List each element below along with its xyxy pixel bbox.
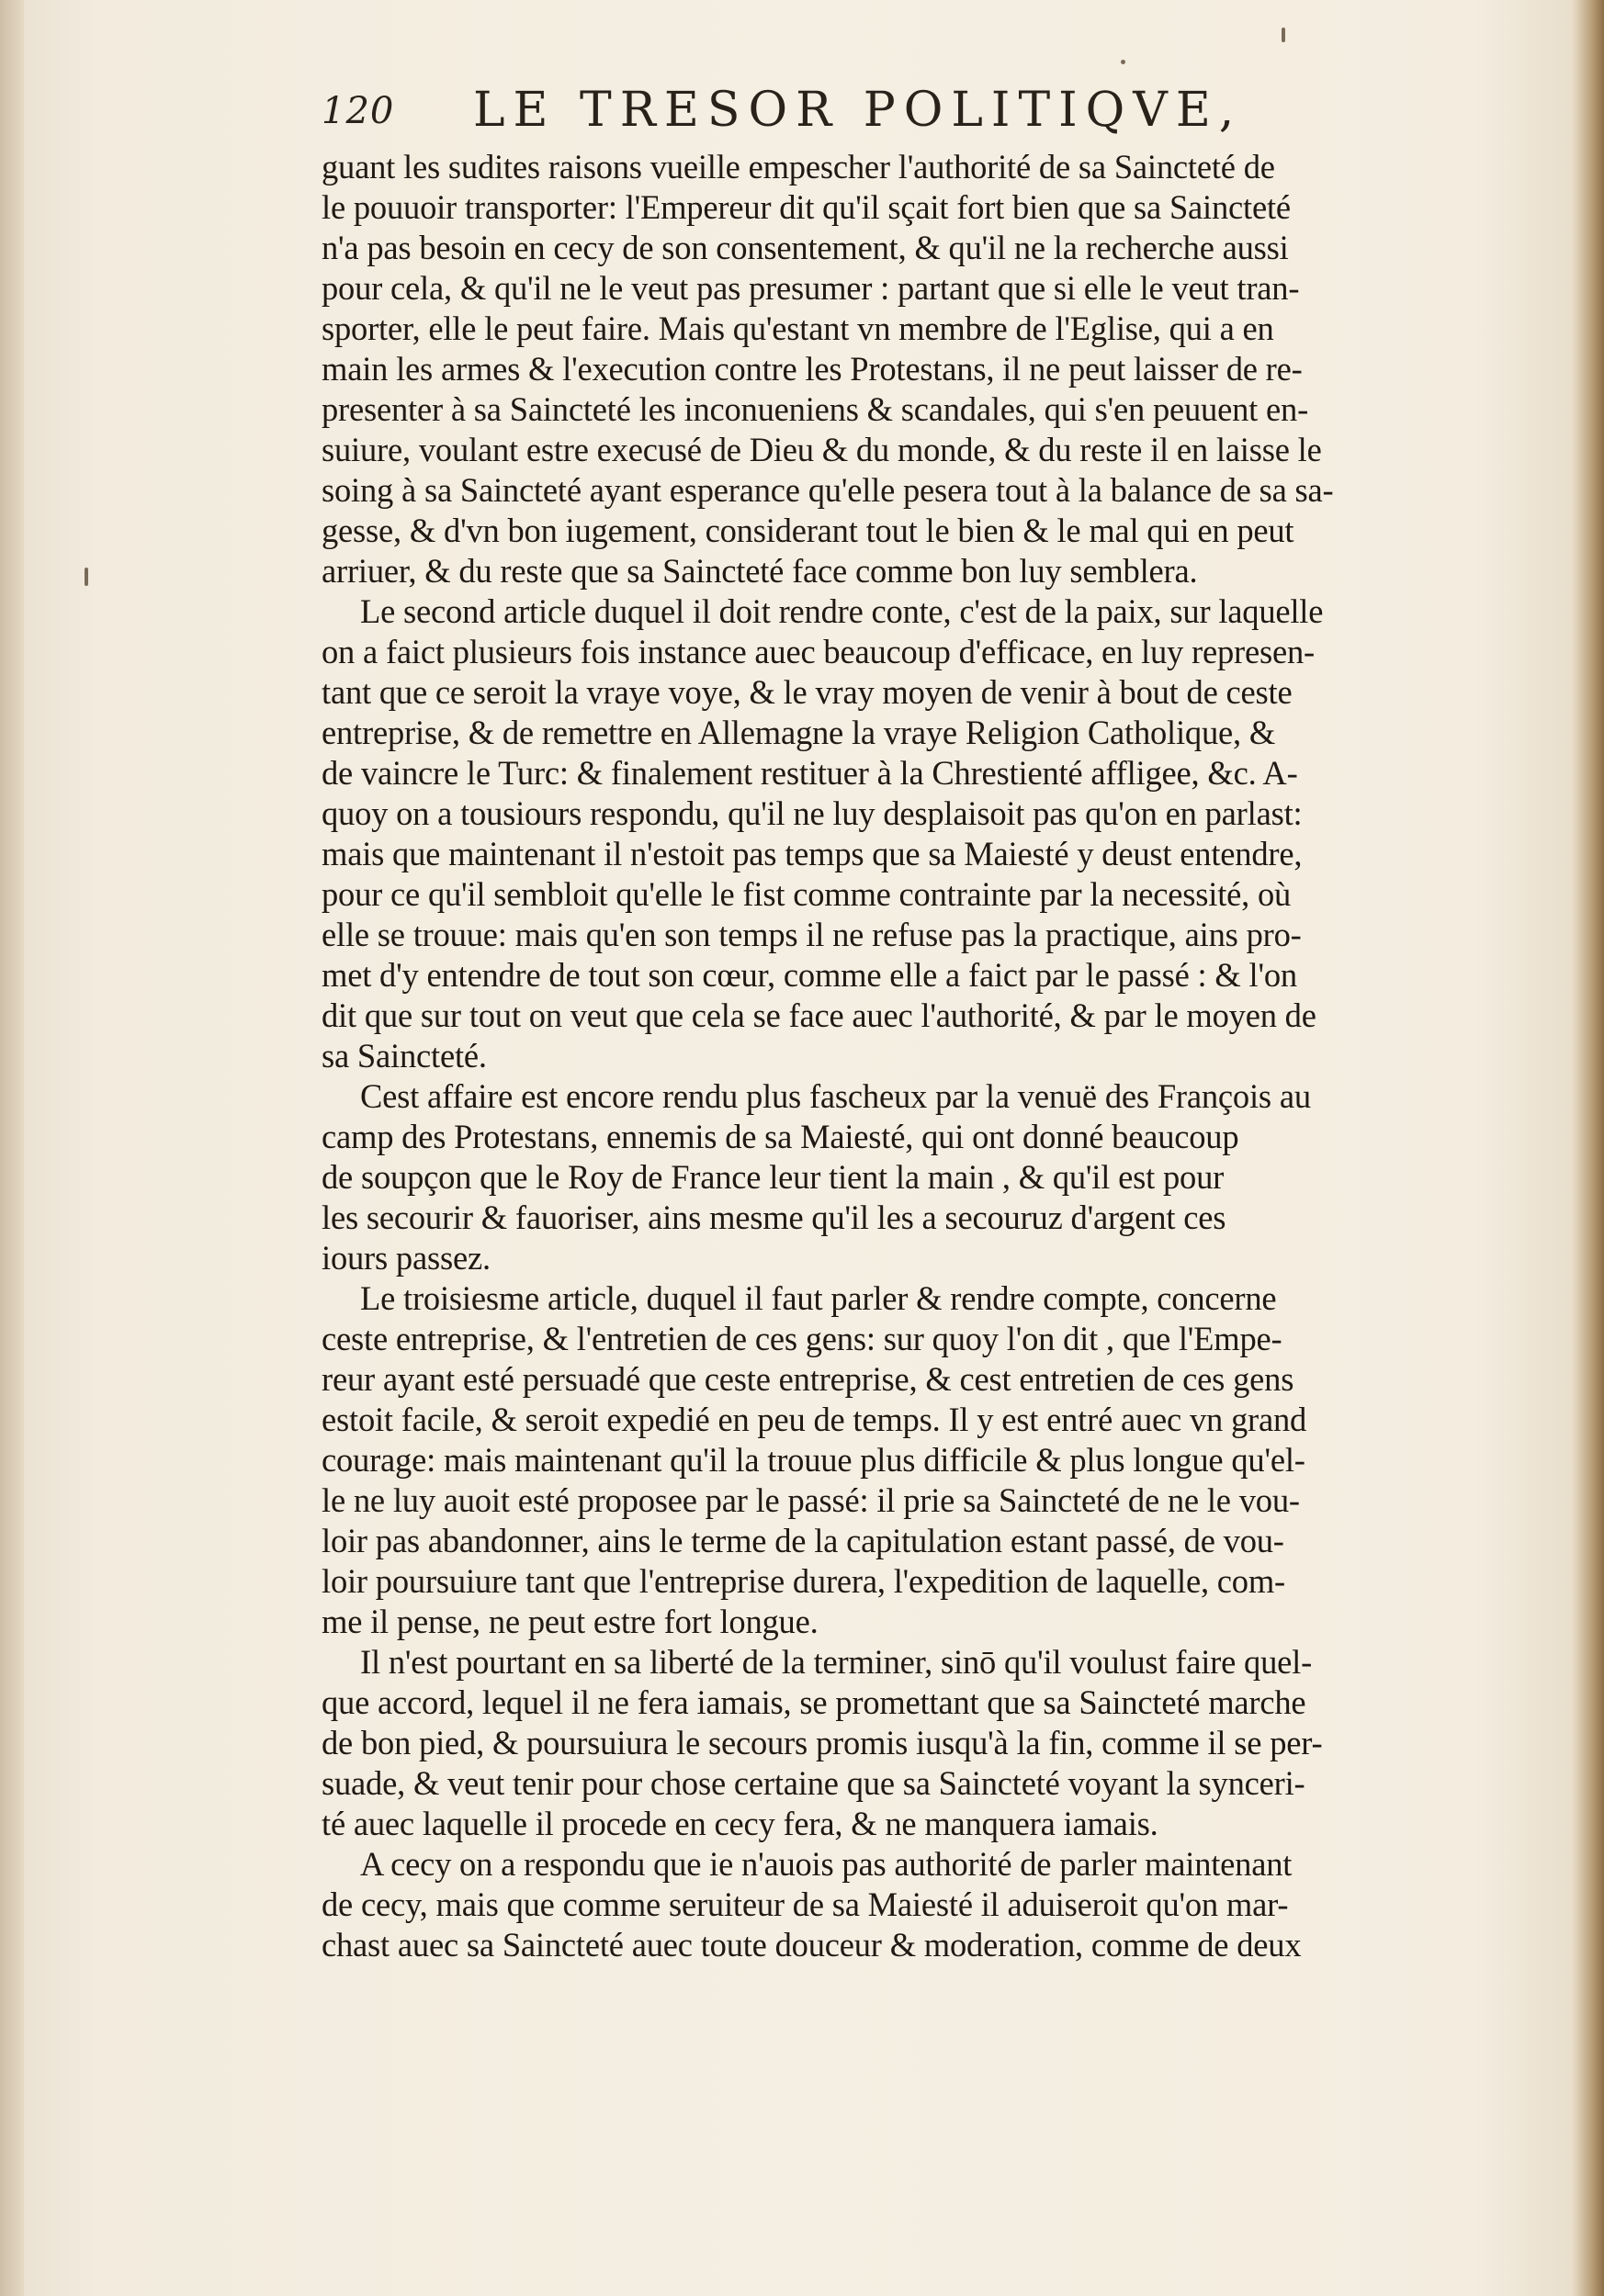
text-line: pour cela, & qu'il ne le veut pas presumer : partant que si elle le veut tran- — [322, 269, 1300, 307]
text-line: estoit facile, & seroit expedié en peu de temps. Il y est entré auec vn grand — [322, 1401, 1307, 1438]
ink-speck — [1121, 60, 1125, 64]
running-title: LE TRESOR POLITIQVE, — [473, 83, 1243, 138]
body-text — [322, 147, 1461, 1965]
text-line: arriuer, & du reste que sa Saincteté face comme bon luy semblera. — [322, 552, 1198, 590]
text-line: entreprise, & de remettre en Allemagne la vraye Religion Catholique, & — [322, 714, 1276, 751]
text-line: sa Saincteté. — [322, 1037, 487, 1075]
text-line: suade, & veut tenir pour chose certaine que sa Saincteté voyant la synceri- — [322, 1764, 1305, 1802]
text-line: main les armes & l'execution contre les Protestans, il ne peut laisser de re- — [322, 350, 1303, 388]
text-line: les secourir & fauoriser, ains mesme qu'il les a secouruz d'argent ces — [322, 1199, 1226, 1236]
text-line: quoy on a tousiours respondu, qu'il ne luy desplaisoit pas qu'on en parlast: — [322, 794, 1303, 832]
text-line: Le second article duquel il doit rendre conte, c'est de la paix, sur laquelle — [360, 592, 1324, 630]
text-line: on a faict plusieurs fois instance auec beaucoup d'efficace, en luy represen- — [322, 633, 1315, 670]
page-gutter-shadow — [0, 0, 24, 2296]
text-line: soing à sa Saincteté ayant esperance qu'elle pesera tout à la balance de sa sa- — [322, 471, 1334, 509]
text-line: de soupçon que le Roy de France leur tient la main , & qu'il est pour — [322, 1158, 1225, 1196]
text-line: tant que ce seroit la vraye voye, & le vray moyen de venir à bout de ceste — [322, 673, 1293, 711]
text-line: me il pense, ne peut estre fort longue. — [322, 1603, 819, 1640]
text-line: suiure, voulant estre execusé de Dieu & du monde, & du reste il en laisse le — [322, 431, 1322, 468]
text-line: que accord, lequel il ne fera iamais, se promettant que sa Saincteté marche — [322, 1683, 1306, 1721]
text-line: A cecy on a respondu que ie n'auois pas authorité de parler maintenant — [360, 1845, 1293, 1883]
text-line: ceste entreprise, & l'entretien de ces gens: sur quoy l'on dit , que l'Empe- — [322, 1320, 1282, 1357]
text-line: courage: mais maintenant qu'il la trouue plus difficile & plus longue qu'el- — [322, 1441, 1305, 1479]
text-line: presenter à sa Saincteté les inconueniens & scandales, qui s'en peuuent en- — [322, 390, 1309, 428]
text-line: guant les sudites raisons vueille empescher l'authorité de sa Saincteté de — [322, 148, 1275, 186]
text-line: sporter, elle le peut faire. Mais qu'estant vn membre de l'Eglise, qui a en — [322, 310, 1274, 347]
text-line: iours passez. — [322, 1239, 491, 1277]
text-line: dit que sur tout on veut que cela se face auec l'authorité, & par le moyen de — [322, 996, 1316, 1034]
text-line: Cest affaire est encore rendu plus fascheux par la venuë des François au — [360, 1077, 1311, 1115]
text-line: Il n'est pourtant en sa liberté de la terminer, sinō qu'il voulust faire quel- — [360, 1643, 1313, 1681]
page-header — [322, 83, 1277, 147]
text-line: met d'y entendre de tout son cœur, comme elle a faict par le passé : & l'on — [322, 956, 1297, 994]
text-line: gesse, & d'vn bon iugement, considerant tout le bien & le mal qui en peut — [322, 512, 1294, 549]
text-line: pour ce qu'il sembloit qu'elle le fist comme contrainte par la necessité, où — [322, 875, 1292, 913]
text-line: loir pas abandonner, ains le terme de la capitulation estant passé, de vou- — [322, 1522, 1284, 1559]
text-line: reur ayant esté persuadé que ceste entreprise, & cest entretien de ces gens — [322, 1360, 1294, 1398]
text-line: loir poursuiure tant que l'entreprise durera, l'expedition de laquelle, com- — [322, 1562, 1285, 1600]
text-line: elle se trouue: mais qu'en son temps il ne refuse pas la practique, ains pro- — [322, 916, 1302, 953]
text-line: le ne luy auoit esté proposee par le passé: il prie sa Saincteté de ne le vou- — [322, 1481, 1300, 1519]
text-line: le pouuoir transporter: l'Empereur dit qu'il sçait fort bien que sa Saincteté — [322, 188, 1291, 226]
page-edge-shadow — [1573, 0, 1604, 2296]
text-line: té auec laquelle il procede en cecy fera, & ne manquera iamais. — [322, 1805, 1158, 1842]
text-line: n'a pas besoin en cecy de son consentement, & qu'il ne la recherche aussi — [322, 229, 1289, 266]
ink-speck — [1282, 28, 1285, 42]
text-line: Le troisiesme article, duquel il faut parler & rendre compte, concerne — [360, 1279, 1277, 1317]
ink-speck — [85, 568, 88, 586]
text-line: camp des Protestans, ennemis de sa Maiesté, qui ont donné beaucoup — [322, 1118, 1239, 1155]
text-line: mais que maintenant il n'estoit pas temps que sa Maiesté y deust entendre, — [322, 835, 1303, 872]
text-line: de bon pied, & poursuiura le secours promis iusqu'à la fin, comme il se per- — [322, 1724, 1323, 1761]
text-line: de cecy, mais que comme seruiteur de sa Maiesté il aduiseroit qu'on mar- — [322, 1885, 1289, 1923]
page-number: 120 — [322, 90, 395, 132]
text-line: de vaincre le Turc: & finalement restituer à la Chrestienté affligee, &c. A- — [322, 754, 1298, 792]
text-line: chast auec sa Saincteté auec toute douceur & moderation, comme de deux — [322, 1926, 1302, 1964]
